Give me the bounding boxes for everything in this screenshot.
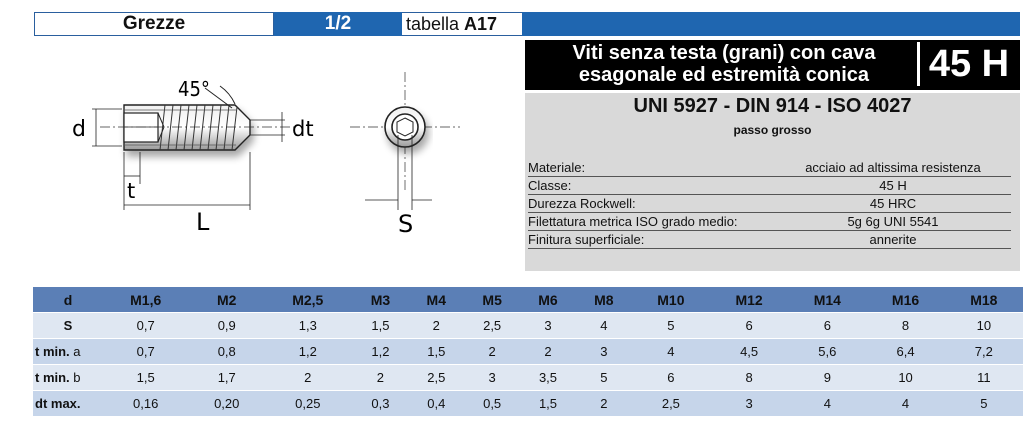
table-row bbox=[33, 313, 1023, 339]
property-value: annerite bbox=[869, 232, 917, 247]
property-value: 45 HRC bbox=[869, 196, 917, 211]
table-cell: 4 bbox=[788, 391, 866, 417]
dimensions-table-body bbox=[33, 287, 1023, 417]
row-label-suffix: a bbox=[69, 344, 81, 359]
table-cell: 4 bbox=[632, 339, 710, 365]
table-cell: 2,5 bbox=[632, 391, 710, 417]
property-value: 45 H bbox=[879, 178, 907, 193]
header-bar-fill bbox=[522, 12, 1020, 36]
table-cell: 10 bbox=[866, 365, 944, 391]
table-cell: 1,7 bbox=[190, 365, 263, 391]
table-cell: 5 bbox=[576, 365, 632, 391]
S-dimension-label: S bbox=[398, 210, 414, 238]
table-cell: 2 bbox=[576, 391, 632, 417]
table-cell: 1,5 bbox=[101, 365, 190, 391]
row-label bbox=[33, 365, 101, 391]
screw-side-view bbox=[124, 105, 250, 150]
table-cell: 2,5 bbox=[464, 313, 520, 339]
angle-label: 45° bbox=[178, 77, 210, 101]
table-cell: 3 bbox=[576, 339, 632, 365]
screw-drawing bbox=[60, 60, 480, 280]
t-dimension-label: t bbox=[127, 179, 136, 203]
table-cell: M4 bbox=[408, 287, 464, 313]
table-cell: 4,5 bbox=[710, 339, 788, 365]
table-cell: M14 bbox=[788, 287, 866, 313]
table-row bbox=[33, 365, 1023, 391]
table-cell: 0,25 bbox=[263, 391, 352, 417]
row-label-text: dt max. bbox=[35, 396, 81, 411]
table-cell: 0,9 bbox=[190, 313, 263, 339]
product-title-box bbox=[525, 40, 1020, 90]
dt-dimension-label: dt bbox=[292, 117, 314, 141]
table-cell: 1,3 bbox=[263, 313, 352, 339]
table-cell: M2,5 bbox=[263, 287, 352, 313]
row-label-text: t min. bbox=[35, 344, 70, 359]
property-key: Filettatura metrica ISO grado medio: bbox=[528, 214, 738, 229]
table-cell: 2 bbox=[263, 365, 352, 391]
row-label-text: d bbox=[63, 291, 73, 308]
table-cell: M2 bbox=[190, 287, 263, 313]
table-cell: M16 bbox=[866, 287, 944, 313]
table-cell: 0,20 bbox=[190, 391, 263, 417]
property-key: Durezza Rockwell: bbox=[528, 196, 636, 211]
table-cell: 2 bbox=[408, 313, 464, 339]
property-value: 5g 6g UNI 5541 bbox=[847, 214, 939, 229]
table-cell: 3 bbox=[520, 313, 576, 339]
property-key: Finitura superficiale: bbox=[528, 232, 645, 247]
table-cell: M12 bbox=[710, 287, 788, 313]
row-label-text: S bbox=[63, 318, 73, 333]
table-cell: 3 bbox=[710, 391, 788, 417]
property-row bbox=[528, 159, 1011, 177]
table-cell: 10 bbox=[945, 313, 1023, 339]
table-prefix: tabella bbox=[406, 13, 460, 34]
table-code: A17 bbox=[464, 13, 498, 34]
row-label bbox=[33, 391, 101, 417]
table-cell: 2 bbox=[352, 365, 408, 391]
row-label bbox=[33, 313, 101, 339]
table-cell: 0,8 bbox=[190, 339, 263, 365]
table-cell: 11 bbox=[945, 365, 1023, 391]
table-cell: 3,5 bbox=[520, 365, 576, 391]
property-row bbox=[528, 195, 1011, 213]
grade-badge: 45 H bbox=[917, 42, 1018, 86]
product-title-line1: Viti senza testa (grani) con cava bbox=[572, 42, 876, 64]
table-cell: M1,6 bbox=[101, 287, 190, 313]
header-table-ref bbox=[402, 12, 522, 36]
L-dimension-label: L bbox=[196, 208, 210, 236]
table-row bbox=[33, 391, 1023, 417]
pitch-subtitle: passo grosso bbox=[733, 123, 812, 137]
property-row bbox=[528, 231, 1011, 249]
table-cell: 1,2 bbox=[263, 339, 352, 365]
table-cell: 5 bbox=[632, 313, 710, 339]
table-cell: 1,5 bbox=[408, 339, 464, 365]
table-cell: 8 bbox=[710, 365, 788, 391]
table-cell: 5 bbox=[945, 391, 1023, 417]
table-row bbox=[33, 287, 1023, 313]
table-cell: 2 bbox=[520, 339, 576, 365]
table-cell: 2,5 bbox=[408, 365, 464, 391]
dimensions-table bbox=[33, 287, 1023, 417]
table-cell: 5,6 bbox=[788, 339, 866, 365]
property-key: Materiale: bbox=[528, 160, 586, 175]
property-row bbox=[528, 177, 1011, 195]
spec-panel bbox=[525, 93, 1020, 271]
table-cell: 9 bbox=[788, 365, 866, 391]
row-label bbox=[33, 339, 101, 365]
standard-title: UNI 5927 - DIN 914 - ISO 4027 bbox=[633, 95, 912, 117]
table-cell: 0,5 bbox=[464, 391, 520, 417]
table-cell: M3 bbox=[352, 287, 408, 313]
table-cell: M18 bbox=[945, 287, 1023, 313]
row-label bbox=[33, 287, 101, 313]
table-cell: 2 bbox=[464, 339, 520, 365]
property-value: acciaio ad altissima resistenza bbox=[805, 160, 981, 175]
table-cell: 0,4 bbox=[408, 391, 464, 417]
table-cell: 6 bbox=[710, 313, 788, 339]
table-cell: M8 bbox=[576, 287, 632, 313]
table-cell: 8 bbox=[866, 313, 944, 339]
product-title bbox=[539, 42, 909, 86]
table-cell: M6 bbox=[520, 287, 576, 313]
table-cell: 7,2 bbox=[945, 339, 1023, 365]
row-label-suffix: b bbox=[69, 370, 81, 385]
table-cell: 0,7 bbox=[101, 339, 190, 365]
row-label-text: t min. bbox=[35, 370, 70, 385]
table-cell: 1,2 bbox=[352, 339, 408, 365]
table-cell: 3 bbox=[464, 365, 520, 391]
table-cell: 1,5 bbox=[352, 313, 408, 339]
table-cell: 1,5 bbox=[520, 391, 576, 417]
property-key: Classe: bbox=[528, 178, 572, 193]
table-cell: 6,4 bbox=[866, 339, 944, 365]
table-cell: 0,3 bbox=[352, 391, 408, 417]
product-title-line2: esagonale ed estremità conica bbox=[578, 64, 870, 86]
d-dimension-label: d bbox=[72, 117, 86, 142]
table-cell: M10 bbox=[632, 287, 710, 313]
table-cell: 6 bbox=[632, 365, 710, 391]
header-type-label: Grezze bbox=[34, 12, 274, 36]
header-fraction-label: 1/2 bbox=[274, 12, 402, 36]
table-cell: 4 bbox=[866, 391, 944, 417]
table-cell: 4 bbox=[576, 313, 632, 339]
table-cell: M5 bbox=[464, 287, 520, 313]
table-row bbox=[33, 339, 1023, 365]
table-cell: 6 bbox=[788, 313, 866, 339]
property-row bbox=[528, 213, 1011, 231]
table-cell: 0,7 bbox=[101, 313, 190, 339]
table-cell: 0,16 bbox=[101, 391, 190, 417]
screw-end-view bbox=[385, 107, 425, 147]
